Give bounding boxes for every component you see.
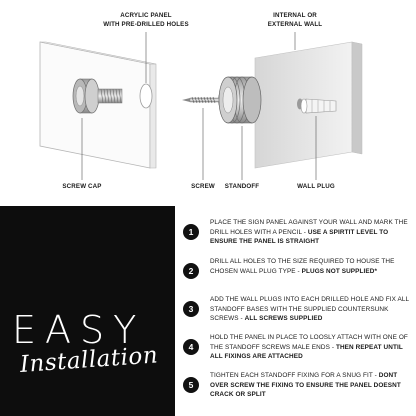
step-emphasis: USE A SPIRTIT LEVEL TO ENSURE THE PANEL IS STRAIGHT xyxy=(210,228,389,246)
exploded-view-illustration xyxy=(0,0,416,206)
label-acrylic-panel-line1: ACRYLIC PANEL xyxy=(120,12,172,19)
step-instruction: TIGHTEN EACH STANDOFF FIXING FOR A SNUG FIT - xyxy=(210,372,379,379)
promo-panel xyxy=(0,206,175,416)
step-instruction: HOLD THE PANEL IN PLACE TO LOOSLY ATTACH WITH ONE OF THE STANDOFF SCREWS MALE ENDS - xyxy=(210,334,408,351)
label-wall-plug: WALL PLUG xyxy=(297,183,335,190)
step-number-badge: 4 xyxy=(183,339,199,355)
step-instruction: PLACE THE SIGN PANEL AGAINST YOUR WALL AND MARK THE DRILL HOLES WITH A PENCIL - xyxy=(210,219,408,236)
label-wall-line2: EXTERNAL WALL xyxy=(267,20,323,28)
label-acrylic-panel xyxy=(96,12,196,29)
step-text xyxy=(210,218,413,247)
bottom-section xyxy=(0,206,416,416)
step-number-badge: 5 xyxy=(183,377,199,393)
step-text xyxy=(210,257,413,276)
step-text xyxy=(210,333,413,362)
label-screw: SCREW xyxy=(191,183,215,190)
easy-headline: EASY xyxy=(12,308,146,352)
step-instruction: DRILL ALL HOLES TO THE SIZE REQUIRED TO HOUSE THE CHOSEN WALL PLUG TYPE - xyxy=(210,258,395,275)
step-text xyxy=(210,295,413,324)
label-standoff: STANDOFF xyxy=(224,183,260,190)
step-text xyxy=(210,371,413,400)
step-emphasis: DONT OVER SCREW THE FIXING TO ENSURE THE PANEL DOESNT CRACK OR SPLIT xyxy=(210,372,401,399)
label-screw-cap: SCREW CAP xyxy=(62,183,102,190)
standoff-part xyxy=(219,77,261,123)
wall-plug-part xyxy=(301,99,336,113)
step-number-badge: 1 xyxy=(183,224,199,240)
step-instruction: ADD THE WALL PLUGS INTO EACH DRILLED HOLE AND FIX ALL STANDOFF BASES WITH THE SUPPLIED COUNTERSUNK SCREWS - xyxy=(210,296,409,323)
step-emphasis: ALL SCREWS SUPPLIED xyxy=(244,315,323,323)
label-wall xyxy=(255,12,335,29)
label-wall-line1: INTERNAL OR xyxy=(273,12,317,19)
installation-diagram xyxy=(0,0,416,206)
installation-script-word: Installation xyxy=(19,342,159,378)
screw-part xyxy=(182,92,224,108)
step-number-badge: 2 xyxy=(183,263,199,279)
label-acrylic-panel-line2: WITH PRE-DRILLED HOLES xyxy=(103,20,189,28)
instruction-steps xyxy=(175,206,416,416)
step-emphasis: THEN REPEAT UNTIL ALL FIXINGS ARE ATTACHED xyxy=(210,343,403,361)
step-number-badge: 3 xyxy=(183,301,199,317)
step-emphasis: PLUGS NOT SUPPLIED* xyxy=(301,267,378,275)
